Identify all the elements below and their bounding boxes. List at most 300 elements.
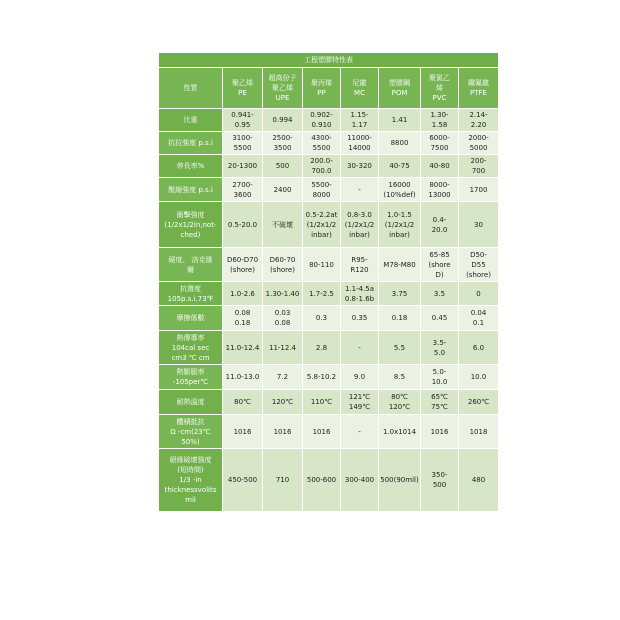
value-cell bbox=[223, 178, 263, 202]
value-cell bbox=[223, 248, 263, 282]
value-line: (1/2x1/2 bbox=[384, 220, 415, 229]
value-line: 80℃ bbox=[234, 398, 251, 406]
header-property-label: 性質 bbox=[159, 68, 223, 109]
property-label-line: 壓縮強度 p.s.i bbox=[168, 185, 213, 194]
value-line: (shore bbox=[428, 260, 451, 269]
table-row bbox=[159, 365, 499, 390]
value-cell bbox=[223, 202, 263, 248]
value-line: 5500 bbox=[233, 144, 252, 152]
value-line: 7.2 bbox=[276, 373, 289, 381]
value-line: 3600 bbox=[233, 190, 252, 199]
value-line: 40-80 bbox=[429, 162, 450, 170]
plastics-properties-table bbox=[158, 52, 499, 512]
value-cell bbox=[341, 365, 379, 390]
value-cell bbox=[459, 365, 499, 390]
property-label-line: mil bbox=[185, 496, 196, 504]
value-line: 3.75 bbox=[391, 289, 408, 298]
value-line: 500(90mil) bbox=[380, 476, 419, 484]
property-label-line: 熱膨脹率 bbox=[176, 368, 205, 376]
value-line: 200.0- bbox=[310, 157, 333, 165]
value-cell bbox=[379, 109, 421, 132]
property-label-cell bbox=[159, 109, 223, 132]
value-cell bbox=[341, 248, 379, 282]
value-line: 20-1300 bbox=[227, 162, 258, 170]
value-line: 300-400 bbox=[344, 476, 375, 484]
value-cell bbox=[341, 178, 379, 202]
value-cell bbox=[379, 331, 421, 365]
value-line: 1.0x1014 bbox=[382, 427, 417, 436]
value-cell bbox=[341, 415, 379, 449]
value-cell bbox=[263, 415, 303, 449]
property-label-cell bbox=[159, 365, 223, 390]
header-line: PVC bbox=[432, 94, 447, 102]
header-line: PE bbox=[238, 89, 247, 97]
value-cell bbox=[303, 132, 341, 155]
value-cell bbox=[341, 306, 379, 331]
property-label-line: (短時間) bbox=[177, 466, 204, 474]
value-line: 65℃ bbox=[431, 393, 448, 401]
value-cell bbox=[421, 390, 459, 415]
property-label-line: 104cal sec bbox=[171, 343, 210, 352]
value-line: 5500- bbox=[311, 180, 332, 189]
value-cell bbox=[421, 282, 459, 306]
property-label-line: 抗潛度 bbox=[180, 284, 201, 293]
value-line: 120℃ bbox=[271, 398, 294, 406]
value-line: 3.5 bbox=[433, 289, 446, 298]
value-line: 350- bbox=[431, 471, 448, 479]
property-label-cell bbox=[159, 155, 223, 178]
value-line: 121℃ bbox=[348, 393, 371, 401]
value-line: 11.0-12.4 bbox=[225, 343, 260, 352]
value-line: 0.3 bbox=[315, 314, 328, 322]
value-cell bbox=[263, 155, 303, 178]
property-label-cell bbox=[159, 132, 223, 155]
table-row bbox=[159, 202, 499, 248]
value-cell bbox=[379, 202, 421, 248]
value-line: 5.8-10.2 bbox=[306, 373, 337, 381]
value-cell bbox=[223, 282, 263, 306]
value-line: 5000 bbox=[469, 144, 488, 152]
table-row bbox=[159, 132, 499, 155]
value-line: 30-320 bbox=[347, 162, 372, 170]
value-line: 11-12.4 bbox=[268, 343, 297, 352]
value-cell bbox=[263, 202, 303, 248]
property-label-cell bbox=[159, 306, 223, 331]
value-line: 1.1-4.5a bbox=[344, 284, 375, 293]
value-cell bbox=[341, 449, 379, 512]
value-line: 2000- bbox=[468, 134, 489, 142]
value-line: (1/2x1/2 bbox=[344, 220, 375, 229]
property-label-line: 衝擊強度 bbox=[176, 210, 205, 219]
value-line: M78-M80 bbox=[383, 260, 416, 269]
value-cell bbox=[223, 132, 263, 155]
property-label-cell bbox=[159, 449, 223, 512]
value-line: inbar) bbox=[349, 230, 370, 239]
value-cell bbox=[341, 331, 379, 365]
value-cell bbox=[459, 155, 499, 178]
value-cell bbox=[459, 390, 499, 415]
value-cell bbox=[263, 365, 303, 390]
header-line: 塑膠鋼 bbox=[389, 79, 410, 87]
value-line: 5.0- bbox=[432, 368, 447, 376]
value-line: 260℃ bbox=[467, 398, 490, 406]
value-line: 0.04 bbox=[470, 309, 487, 317]
value-cell bbox=[341, 390, 379, 415]
table-row bbox=[159, 248, 499, 282]
value-line: 8800 bbox=[390, 139, 409, 147]
header-line: 鐵氟龍 bbox=[468, 79, 489, 87]
value-cell bbox=[341, 109, 379, 132]
value-cell bbox=[459, 415, 499, 449]
header-line: 聚乙烯 bbox=[272, 84, 293, 92]
header-material-5 bbox=[421, 68, 459, 109]
value-cell bbox=[421, 109, 459, 132]
table-title: 工程塑膠特性表 bbox=[159, 53, 499, 68]
property-label-cell bbox=[159, 202, 223, 248]
header-material-6 bbox=[459, 68, 499, 109]
value-line: 1.30-1.40 bbox=[265, 289, 300, 298]
header-line: 超高份子 bbox=[268, 74, 297, 82]
value-line: 2.20 bbox=[470, 121, 487, 129]
value-line: 0.45 bbox=[431, 314, 448, 322]
value-cell bbox=[341, 282, 379, 306]
value-line: D55 bbox=[471, 260, 486, 269]
value-cell bbox=[421, 449, 459, 512]
property-label-cell bbox=[159, 331, 223, 365]
value-line: 8000- bbox=[429, 180, 450, 189]
value-cell bbox=[341, 155, 379, 178]
header-line: 烯 bbox=[436, 84, 443, 92]
value-line: 480 bbox=[471, 476, 486, 484]
value-cell bbox=[303, 248, 341, 282]
table-row bbox=[159, 155, 499, 178]
value-cell bbox=[379, 390, 421, 415]
value-cell bbox=[379, 449, 421, 512]
value-line: 500 bbox=[432, 481, 447, 489]
value-line: 1.58 bbox=[431, 121, 448, 129]
value-cell bbox=[263, 331, 303, 365]
value-cell bbox=[459, 306, 499, 331]
value-line: 11.0-13.0 bbox=[225, 373, 260, 381]
value-line: 3500 bbox=[273, 144, 292, 152]
property-label-line: 體積抵抗 bbox=[176, 417, 205, 426]
value-line: 110℃ bbox=[310, 398, 333, 406]
header-line: 聚氯乙 bbox=[429, 74, 450, 82]
table-row bbox=[159, 109, 499, 132]
value-cell bbox=[223, 449, 263, 512]
header-material-2 bbox=[303, 68, 341, 109]
value-cell bbox=[263, 178, 303, 202]
value-cell bbox=[303, 155, 341, 178]
value-cell bbox=[379, 365, 421, 390]
value-line: (shore) bbox=[270, 265, 295, 274]
value-cell bbox=[303, 178, 341, 202]
value-line: 20.0 bbox=[431, 225, 448, 234]
value-cell bbox=[421, 306, 459, 331]
header-material-3 bbox=[341, 68, 379, 109]
value-cell bbox=[421, 248, 459, 282]
header-line: 聚乙烯 bbox=[232, 79, 253, 87]
value-line: 80℃ bbox=[391, 393, 408, 401]
table-header-row bbox=[159, 68, 499, 109]
value-line: 0.95 bbox=[234, 121, 251, 129]
value-line: 200- bbox=[470, 157, 487, 165]
value-line: 700 bbox=[471, 167, 486, 175]
value-line: 710 bbox=[275, 476, 290, 484]
header-line: PTFE bbox=[470, 89, 487, 97]
value-line: 14000 bbox=[348, 144, 371, 152]
value-cell bbox=[379, 178, 421, 202]
value-cell bbox=[421, 365, 459, 390]
value-line: 10.0 bbox=[470, 373, 487, 381]
value-cell bbox=[223, 331, 263, 365]
value-cell bbox=[303, 109, 341, 132]
value-line: D) bbox=[435, 270, 444, 279]
value-line: 1.17 bbox=[351, 121, 368, 129]
value-line: 5500 bbox=[312, 144, 331, 152]
value-line: 5.5 bbox=[393, 343, 406, 352]
value-line: 0.18 bbox=[234, 319, 251, 327]
value-line: 0.35 bbox=[351, 314, 368, 322]
header-line: POM bbox=[391, 89, 408, 97]
header-line: UPE bbox=[275, 94, 290, 102]
table-row bbox=[159, 306, 499, 331]
property-label-cell bbox=[159, 282, 223, 306]
value-line: 10.0 bbox=[431, 378, 448, 386]
value-line: 75℃ bbox=[431, 403, 448, 411]
property-label-line: 105p.s.i.73℉ bbox=[167, 294, 214, 303]
property-label-line: 硬度、 洛克維 bbox=[168, 255, 213, 264]
header-material-0 bbox=[223, 68, 263, 109]
plastics-properties-table-container bbox=[158, 52, 498, 512]
value-line: - bbox=[358, 427, 361, 436]
value-line: - bbox=[358, 343, 361, 352]
value-line: 8.5 bbox=[393, 373, 406, 381]
value-line: 2500- bbox=[272, 134, 293, 142]
property-label-line: 爾 bbox=[187, 265, 194, 274]
value-line: 13000 bbox=[428, 190, 451, 199]
value-line: 1018 bbox=[469, 427, 488, 436]
property-label-line: 耐熱溫度 bbox=[176, 398, 205, 406]
value-line: 0.902- bbox=[310, 111, 333, 119]
value-cell bbox=[263, 306, 303, 331]
table-row bbox=[159, 449, 499, 512]
property-label-line: 絕緣破壞強度 bbox=[169, 456, 212, 464]
value-line: 450-500 bbox=[227, 476, 258, 484]
value-line: 16000 bbox=[388, 180, 411, 189]
property-label-line: Ω -cm(23℃ bbox=[170, 427, 211, 436]
value-cell bbox=[263, 248, 303, 282]
value-line: 700.0 bbox=[311, 167, 332, 175]
header-line: 尼龍 bbox=[352, 79, 367, 87]
value-line: 2400 bbox=[273, 185, 292, 194]
value-line: 0.8-1.6b bbox=[344, 294, 375, 303]
value-cell bbox=[379, 282, 421, 306]
value-line: D60-D70 bbox=[226, 255, 259, 264]
value-line: 1.0-1.5 bbox=[387, 210, 412, 219]
value-line: 0.994 bbox=[272, 116, 293, 124]
value-cell bbox=[459, 132, 499, 155]
property-label-line: 摩擦係數 bbox=[176, 314, 205, 322]
value-line: 4300- bbox=[311, 134, 332, 142]
value-line: 3100- bbox=[232, 134, 253, 142]
value-cell bbox=[223, 390, 263, 415]
value-cell bbox=[379, 306, 421, 331]
value-cell bbox=[459, 178, 499, 202]
value-cell bbox=[341, 202, 379, 248]
value-cell bbox=[459, 331, 499, 365]
value-line: (1/2x1/2 bbox=[306, 220, 337, 229]
value-cell bbox=[379, 132, 421, 155]
value-line: 1016 bbox=[312, 427, 331, 436]
value-cell bbox=[341, 132, 379, 155]
table-body bbox=[159, 109, 499, 512]
property-label-line: 伸長率% bbox=[176, 162, 205, 170]
value-line: R95- bbox=[351, 255, 368, 264]
value-cell bbox=[303, 306, 341, 331]
value-cell bbox=[421, 178, 459, 202]
value-cell bbox=[459, 202, 499, 248]
header-material-1 bbox=[263, 68, 303, 109]
value-line: D60-70 bbox=[269, 255, 296, 264]
value-line: 0 bbox=[476, 289, 481, 298]
value-line: 1.15- bbox=[350, 111, 369, 119]
value-cell bbox=[303, 415, 341, 449]
value-line: 500-600 bbox=[306, 476, 337, 484]
value-line: (shore) bbox=[230, 265, 255, 274]
value-line: 0.08 bbox=[234, 309, 251, 317]
value-line: R120 bbox=[350, 265, 369, 274]
value-line: 65-85 bbox=[429, 250, 450, 259]
value-line: 0.910 bbox=[311, 121, 332, 129]
property-label-line: 50%) bbox=[181, 437, 200, 446]
value-cell bbox=[223, 306, 263, 331]
value-cell bbox=[303, 202, 341, 248]
value-line: 0.18 bbox=[391, 314, 408, 322]
value-cell bbox=[421, 132, 459, 155]
value-line: 2.8 bbox=[315, 343, 328, 352]
value-line: 1.41 bbox=[391, 116, 408, 124]
value-cell bbox=[303, 282, 341, 306]
property-label-cell bbox=[159, 415, 223, 449]
property-label-cell bbox=[159, 390, 223, 415]
value-cell bbox=[303, 390, 341, 415]
value-line: (10%def) bbox=[383, 190, 416, 199]
value-cell bbox=[263, 449, 303, 512]
value-line: 3.5- bbox=[432, 338, 447, 347]
header-line: 聚丙烯 bbox=[311, 79, 332, 87]
value-line: inbar) bbox=[389, 230, 410, 239]
value-line: 0.5-20.0 bbox=[227, 220, 258, 229]
value-cell bbox=[223, 365, 263, 390]
value-cell bbox=[379, 415, 421, 449]
value-line: 1016 bbox=[430, 427, 449, 436]
value-line: 5.0 bbox=[433, 348, 446, 357]
header-line: PP bbox=[317, 89, 326, 97]
value-line: 1016 bbox=[233, 427, 252, 436]
value-cell bbox=[421, 415, 459, 449]
header-line: MC bbox=[354, 89, 365, 97]
value-line: 2.14- bbox=[469, 111, 488, 119]
property-label-line: 比重 bbox=[183, 116, 198, 124]
value-cell bbox=[263, 282, 303, 306]
value-cell bbox=[459, 282, 499, 306]
value-line: 0.1 bbox=[472, 319, 485, 327]
value-line: - bbox=[358, 185, 361, 194]
value-line: 30 bbox=[474, 220, 483, 229]
value-cell bbox=[459, 449, 499, 512]
value-cell bbox=[223, 415, 263, 449]
property-label-line: cm3 ℃ cm bbox=[171, 353, 210, 362]
table-row bbox=[159, 415, 499, 449]
value-line: 不破壞 bbox=[272, 220, 293, 229]
value-line: 6.0 bbox=[472, 343, 485, 352]
value-line: 6000- bbox=[429, 134, 450, 142]
value-cell bbox=[303, 449, 341, 512]
value-cell bbox=[263, 109, 303, 132]
table-row bbox=[159, 390, 499, 415]
value-cell bbox=[223, 109, 263, 132]
value-line: 0.08 bbox=[274, 319, 291, 327]
value-line: 0.8-3.0 bbox=[347, 210, 372, 219]
value-line: 80-110 bbox=[309, 260, 334, 269]
value-line: 0.4- bbox=[432, 215, 447, 224]
value-line: 149℃ bbox=[348, 403, 371, 411]
value-line: 9.0 bbox=[353, 373, 366, 381]
value-line: (shore) bbox=[466, 270, 491, 279]
property-label-line: (1/2x1/2in,not- bbox=[164, 220, 217, 229]
property-label-line: -105per℃ bbox=[172, 378, 209, 386]
value-cell bbox=[303, 365, 341, 390]
value-cell bbox=[263, 390, 303, 415]
value-line: 0.03 bbox=[274, 309, 291, 317]
property-label-cell bbox=[159, 178, 223, 202]
property-label-line: ched) bbox=[180, 230, 201, 239]
property-label-cell bbox=[159, 248, 223, 282]
value-cell bbox=[379, 155, 421, 178]
value-line: 1016 bbox=[273, 427, 292, 436]
value-line: 500 bbox=[275, 162, 290, 170]
value-line: 0.5-2.2at bbox=[305, 210, 338, 219]
table-row bbox=[159, 282, 499, 306]
value-line: 1.7-2.5 bbox=[309, 289, 334, 298]
value-cell bbox=[263, 132, 303, 155]
value-line: 1700 bbox=[469, 185, 488, 194]
value-line: D50- bbox=[470, 250, 487, 259]
value-line: 40-75 bbox=[389, 162, 410, 170]
value-cell bbox=[459, 109, 499, 132]
value-cell bbox=[223, 155, 263, 178]
value-line: 120℃ bbox=[388, 403, 411, 411]
value-line: 8000 bbox=[312, 190, 331, 199]
value-line: 1.0-2.6 bbox=[230, 289, 255, 298]
value-cell bbox=[459, 248, 499, 282]
property-label-line: 熱傳導率 bbox=[176, 333, 205, 342]
value-cell bbox=[421, 331, 459, 365]
value-line: 1.30- bbox=[430, 111, 449, 119]
value-line: 7500 bbox=[430, 144, 449, 152]
value-cell bbox=[421, 202, 459, 248]
value-line: inbar) bbox=[311, 230, 332, 239]
value-cell bbox=[379, 248, 421, 282]
property-label-line: thicknessvolits bbox=[164, 486, 217, 494]
table-row bbox=[159, 331, 499, 365]
property-label-line: 1/3 -in bbox=[179, 476, 202, 484]
value-cell bbox=[303, 331, 341, 365]
header-material-4 bbox=[379, 68, 421, 109]
property-label-line: 抗拉強度 p.s.i bbox=[168, 139, 213, 147]
table-row bbox=[159, 178, 499, 202]
